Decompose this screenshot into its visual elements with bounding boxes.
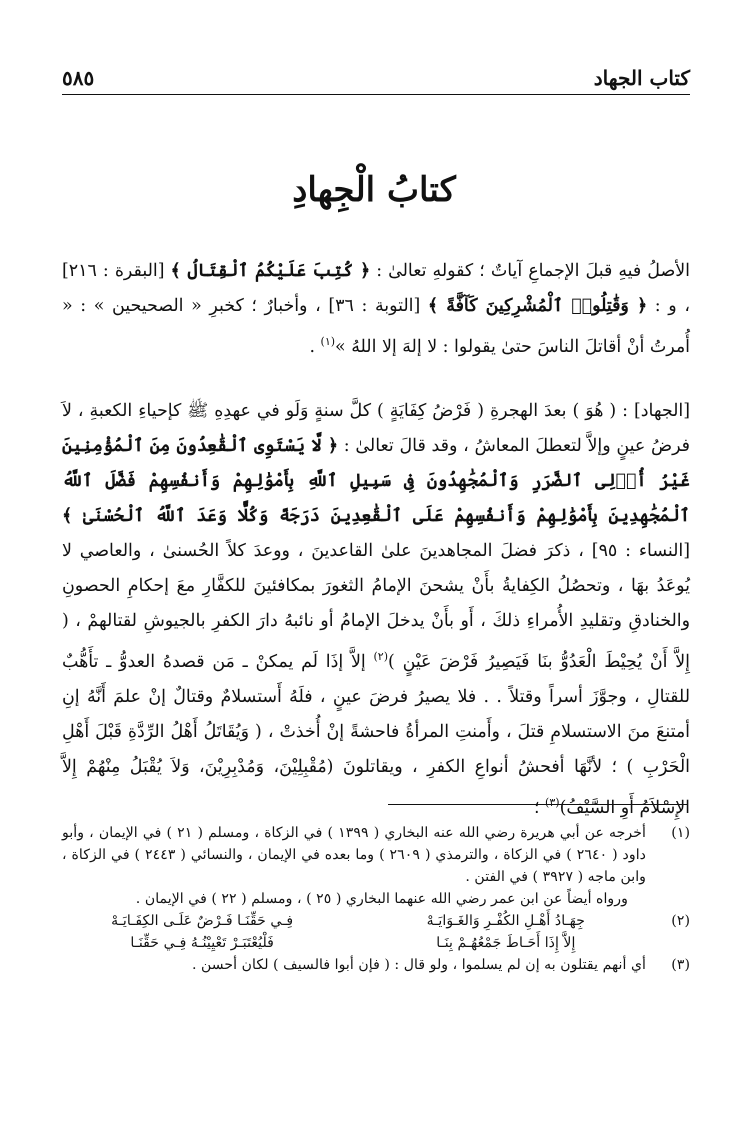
- footnote-ref-2: (٢): [373, 650, 388, 663]
- chapter-title: كتابُ الْجِهادِ: [292, 170, 456, 210]
- footnote-2: [62, 910, 690, 954]
- page-number: ٥٨٥: [62, 66, 95, 90]
- jihad-text-2: [النساء : ٩٥] ، ذكرَ فضلَ المجاهدينَ علىٰ القاعدينَ ، ووعدَ كلاً الحُسنىٰ ، والعاصي لا يُوعَدُ بهَا ، وتحصُلُ الكِفايةُ بأَنْ يشحنَ الإمامُ الثغورَ بمكافئينَ للكفَّارِ معَ إحكامِ الحصونِ والخنادقِ وتقليدِ الأُمراءِ ذلكَ ، أَو بأَنْ يدخلَ الإمامُ أو نائبهُ دارَ الكفرِ بالجيوشِ لقتالهمْ ، ( إِلاَّ أَنْ يُحِيْطَ الْعَدُوُّ بنَا فَيَصِيرُ فَرْضَ عَيْنٍ ): [62, 541, 690, 672]
- intro-text-1: الأصلُ فيهِ قبلَ الإجماعِ آياتٌ ؛ كقولهِ تعالىٰ :: [370, 261, 690, 281]
- footnote-3: [62, 954, 690, 976]
- footnotes: [62, 822, 690, 976]
- jihad-text-1: [الجهاد] : ( هُوَ ) بعدَ الهجرةِ ( فَرْضُ كِفَايَةٍ ) كلَّ سنةٍ وَلَو في عهدِهِ ﷺ كإحياءِ الكعبةِ ، لاَ فرضُ عينٍ وإلاَّ لتعطلَ المعاشُ ، وقد قالَ تعالىٰ :: [62, 401, 690, 456]
- jihad-text-3: إلاَّ إذَا لَم يمكنْ ـ مَن قصدهُ العدوُّ ـ تأَهُّبٌ للقتالِ ، وجوَّزَ أسراً وقتلاً . . فلا يصيرُ فرضَ عينٍ ، فلَهُ أَستسلامٌ وقتالٌ إنْ علمَ أَنَّهُ إنِ أمتنعَ منَ الاستسلامِ قتلَ ، وأَمنتِ المرأةُ فاحشةً إنْ أُخذتْ ، ( وَيُقَاتَلُ أَهْلُ الرِّدَّةِ قَبْلَ أَهْلِ الْحَرْبِ ) ؛ لأنَّهَا أفحشُ أنواعِ الكفرِ ، ويقاتلونَ (مُقْبِلِيْنَ، وَمُدْبِرِيْنَ، وَلاَ يُقْبَلُ مِنْهُمْ إِلاَّ الإِسْلاَمُ أَوِ السَّيْفُ): [62, 651, 690, 818]
- running-header-chapter: كتاب الجهاد: [593, 66, 690, 90]
- header-rule: [62, 94, 690, 95]
- quran-verse-baqarah: ﴿ كُتِبَ عَلَيْكُمُ ٱلْقِتَالُ ﴾: [170, 261, 371, 281]
- intro-text-4: .: [309, 336, 321, 357]
- intro-text-3: [التوبة : ٣٦] ، وأخبارٌ ؛ كخبرِ « الصحيحين » : « أُمرتُ أنْ أقاتلَ الناسَ حتىٰ يقولوا : لا إلهَ إلا اللهُ »: [62, 296, 690, 357]
- footnote-rule: [388, 804, 688, 805]
- jihad-paragraph: [62, 394, 690, 826]
- footnote-text: ورواه أيضاً عن ابن عمر رضي الله عنهما البخاري ( ٢٥ ) ، ومسلم ( ٢٢ ) في الإيمان .: [135, 891, 628, 907]
- footnote-number: (٢): [671, 913, 690, 929]
- poem-hemistich: فِـي حَقِّنَـا فَـرْضٌ عَلَـى الكِفَـايَـهْ: [111, 913, 294, 929]
- running-header: [62, 56, 690, 90]
- poem-verse-row: [62, 910, 646, 932]
- poem-hemistich: إِلاَّ إِذَا أَحَـاطَ جَمْعُهُـمْ بِنَـا: [436, 935, 576, 951]
- intro-paragraph: [62, 254, 690, 365]
- footnote-number: (١): [671, 825, 690, 841]
- intro-text-2: [البقرة : ٢١٦] ، و :: [62, 261, 690, 316]
- footnote-ref-3: (٣): [545, 795, 560, 809]
- footnote-text: أخرجه عن أبي هريرة رضي الله عنه البخاري ( ١٣٩٩ ) في الزكاة ، ومسلم ( ٢١ ) في الإيمان ، وأبو داود ( ٢٦٤٠ ) في الزكاة ، والترمذي ( ٢٦٠٩ ) وما بعده في الإيمان ، والنسائي ( ٢٤٤٣ ) في الزكاة ، وابن ماجه ( ٣٩٢٧ ) في الفتن .: [62, 825, 646, 885]
- poem-hemistich: جِهَـادُ أَهْـلِ الكُفْـرِ وَالغَـوَايَـهْ: [426, 913, 585, 929]
- footnote-number: (٣): [671, 957, 690, 973]
- poem-verse-row: [62, 932, 646, 954]
- quran-verse-nisa: ﴿ لَّا يَسْتَوِى ٱلْقَٰعِدُونَ مِنَ ٱلْمُؤْمِنِينَ غَيْرُ أُو۟لِى ٱلضَّرَرِ وَٱلْمُجَٰهِدُونَ فِى سَبِيلِ ٱللَّهِ بِأَمْوَٰلِهِمْ وَأَنفُسِهِمْ فَضَّلَ ٱللَّهُ ٱلْمُجَٰهِدِينَ بِأَمْوَٰلِهِمْ وَأَنفُسِهِمْ عَلَى ٱلْقَٰعِدِينَ دَرَجَةً وَكُلًّا وَعَدَ ٱللَّهُ ٱلْحُسْنَىٰ ﴾: [62, 436, 690, 526]
- footnote-ref-1: (١): [320, 335, 336, 348]
- poem-hemistich: فَلْيُعْتَبَـرْ تَعْيِيْنُـهُ فِـي حَقِّنَـا: [130, 935, 274, 951]
- quran-verse-tawbah: ﴿ وَقَٰتِلُوا۟ ٱلْمُشْرِكِينَ كَآفَّةً ﴾: [427, 296, 648, 316]
- footnote-1: [62, 822, 690, 910]
- footnote-text: أي أنهم يقتلون به إن لم يسلموا ، ولو قال : ( فإن أبوا فالسيف ) لكان أحسن .: [191, 957, 646, 973]
- jihad-text-4: ؛: [533, 797, 546, 818]
